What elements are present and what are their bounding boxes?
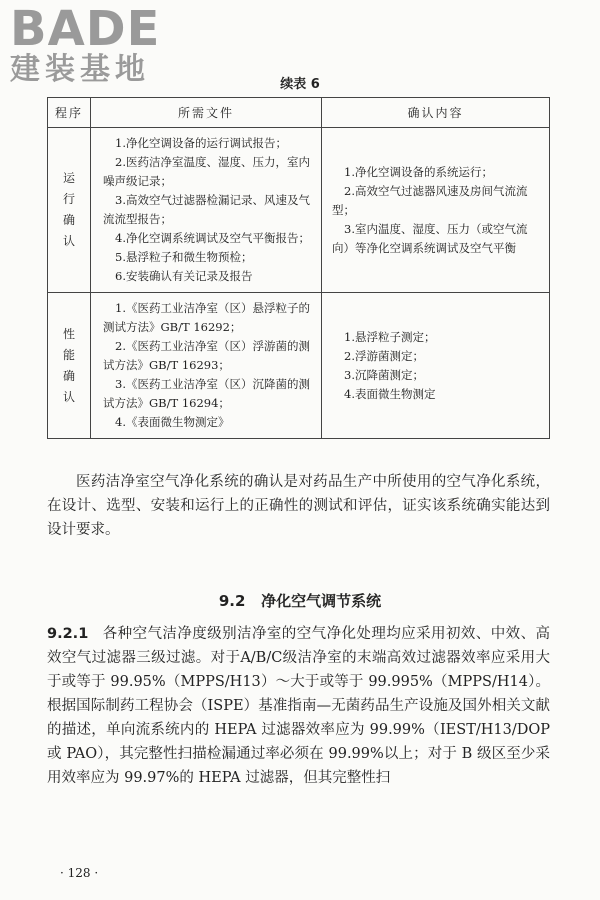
clause-number: 9.2.1 — [47, 626, 89, 642]
document-item: 3.《医药工业洁净室（区）沉降菌的测试方法》GB/T 16294； — [103, 377, 310, 410]
table-row — [48, 128, 550, 293]
logo-subtext: 建装基地 — [10, 52, 150, 87]
table-header-row — [48, 98, 550, 128]
page-number: · 128 · — [60, 866, 99, 880]
confirmation-item: 1.悬浮粒子测定； — [344, 329, 436, 344]
procedure-label: 运行确认 — [62, 171, 75, 248]
logo-text: BADE — [10, 1, 161, 57]
document-item: 5.悬浮粒子和微生物预检； — [115, 250, 253, 264]
document-item: 4.《表面微生物测定》 — [115, 415, 230, 429]
paragraph: 医药洁净室空气净化系统的确认是对药品生产中所使用的空气净化系统，在设计、选型、安装和运行上的正确性的测试和评估，证实该系统确实能达到设计要求。 — [47, 474, 550, 538]
document-item: 4.净化空调系统调试及空气平衡报告； — [115, 231, 310, 245]
document-item: 2.医药洁净室温度、湿度、压力，室内噪声级记录； — [103, 155, 310, 188]
section-title: 净化空气调节系统 — [261, 592, 382, 610]
procedure-label: 性能确认 — [62, 326, 75, 404]
document-item: 1.《医药工业洁净室（区）悬浮粒子的测试方法》GB/T 16292； — [103, 301, 310, 334]
confirmation-item: 3.室内温度、湿度、压力（或空气流向）等净化空调系统调试及空气平衡 — [332, 221, 528, 255]
table-row — [48, 293, 550, 439]
documents-cell — [91, 293, 322, 439]
document-item: 1.净化空调设备的运行调试报告； — [115, 136, 287, 150]
confirmation-item: 2.高效空气过滤器风速及房间气流流型； — [332, 183, 528, 217]
table-title: 续表 6 — [280, 77, 320, 92]
header-procedure: 程序 — [48, 98, 91, 128]
documents-cell — [91, 128, 322, 293]
confirmation-item: 4.表面微生物测定 — [344, 386, 436, 401]
procedure-cell — [48, 128, 91, 293]
requirements-table — [47, 97, 550, 439]
document-item: 6.安装确认有关记录及报告 — [115, 269, 253, 283]
document-item: 3.高效空气过滤器检漏记录、风速及气流流型报告； — [103, 193, 310, 226]
header-documents: 所需文件 — [91, 98, 322, 128]
header-confirmation: 确认内容 — [322, 98, 550, 128]
confirmation-item: 1.净化空调设备的系统运行； — [344, 164, 493, 179]
document-item: 2.《医药工业洁净室（区）浮游菌的测试方法》GB/T 16293； — [103, 339, 310, 372]
confirmation-item: 3.沉降菌测定； — [344, 367, 424, 382]
confirmation-cell — [322, 128, 550, 293]
clause-text: 各种空气洁净度级别洁净室的空气净化处理均应采用初效、中效、高效空气过滤器三级过滤。对于A/B/C级洁净室的末端高效过滤器效率应采用大于或等于 99.95%（MPPS/H13）～大于或等于 99.995%（MPPS/H14）。根据国际制药工程协会（ISPE）基准指南—无菌药品生产设施及国外相关文献的描述，单向流系统内的 HEPA 过滤器效率应为 99.99%（IEST/H13/DOP 或 PAO），其完整性扫描检漏通过率必须在 99.99%以上；对于 B 级区至少采用效率应为 99.97%的 HEPA 过滤器，但其完整性扫 — [47, 626, 550, 786]
section-heading — [0, 590, 600, 611]
clause-paragraph — [47, 622, 550, 790]
confirmation-cell — [322, 293, 550, 439]
section-number: 9.2 — [218, 592, 246, 610]
confirmation-item: 2.浮游菌测定； — [344, 348, 424, 363]
procedure-cell — [48, 293, 91, 439]
